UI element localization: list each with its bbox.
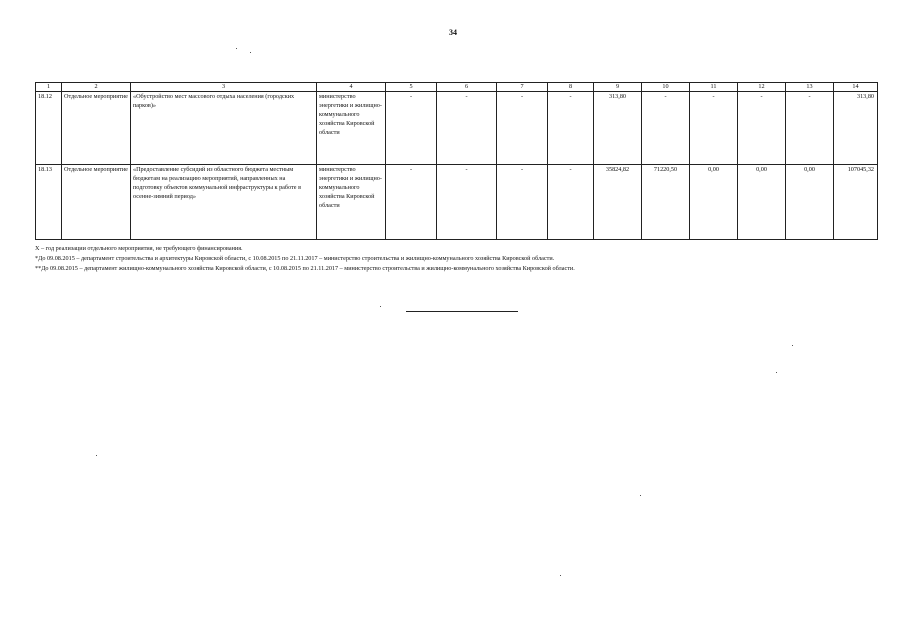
- row-number-cell: 18.12: [36, 92, 62, 165]
- scan-speck: [792, 345, 793, 346]
- measure-name-cell: «Предоставление субсидий из областного бюджета местным бюджетам на реализацию мероприятий, направленных на подготовку объектов коммунальной инфраструктуры к работе в осенне-зимний период»: [131, 165, 317, 240]
- value-cell: -: [642, 92, 690, 165]
- scan-speck: [776, 372, 777, 373]
- value-cell: 35824,82: [594, 165, 642, 240]
- table-row: [36, 165, 878, 240]
- column-header: 12: [738, 83, 786, 92]
- measure-type-cell: Отдельное мероприятие: [62, 92, 131, 165]
- column-header: 5: [386, 83, 437, 92]
- value-cell: -: [437, 165, 497, 240]
- table-row: [36, 92, 878, 165]
- budget-table: [35, 82, 878, 240]
- value-cell: -: [497, 92, 548, 165]
- value-cell: -: [690, 92, 738, 165]
- scan-speck: [380, 306, 381, 307]
- column-header: 4: [317, 83, 386, 92]
- scan-speck: [250, 52, 251, 53]
- value-cell: -: [386, 165, 437, 240]
- scan-speck: [560, 575, 561, 576]
- row-number-cell: 18.13: [36, 165, 62, 240]
- column-header: 3: [131, 83, 317, 92]
- value-cell: -: [386, 92, 437, 165]
- separator-line: [406, 311, 518, 312]
- value-cell: -: [548, 92, 594, 165]
- value-cell: -: [738, 92, 786, 165]
- column-header: 13: [786, 83, 834, 92]
- column-header: 2: [62, 83, 131, 92]
- scan-speck: [640, 495, 641, 496]
- value-cell: 313,80: [594, 92, 642, 165]
- column-header: 1: [36, 83, 62, 92]
- column-header: 8: [548, 83, 594, 92]
- column-header: 9: [594, 83, 642, 92]
- column-header: 6: [437, 83, 497, 92]
- value-cell: -: [548, 165, 594, 240]
- column-header: 11: [690, 83, 738, 92]
- column-header: 14: [834, 83, 878, 92]
- value-cell: -: [497, 165, 548, 240]
- value-cell: 0,00: [738, 165, 786, 240]
- measure-type-cell: Отдельное мероприятие: [62, 165, 131, 240]
- measure-name-cell: «Обустройство мест массового отдыха населения (городских парков)»: [131, 92, 317, 165]
- page-number: 34: [449, 28, 457, 37]
- value-cell: -: [786, 92, 834, 165]
- value-cell: -: [437, 92, 497, 165]
- total-cell: 107045,32: [834, 165, 878, 240]
- executor-cell: министерство энергетики и жилищно-коммунального хозяйства Кировской области: [317, 92, 386, 165]
- footnote: Х – год реализации отдельного мероприятия, не требующего финансирования.: [35, 245, 243, 252]
- footnotes: [35, 244, 575, 274]
- scan-speck: [96, 455, 97, 456]
- column-header: 10: [642, 83, 690, 92]
- footnote: **До 09.08.2015 – департамент жилищно-коммунального хозяйства Кировской области, с 10.08.2015 по 21.11.2017 – министерство строительства и жилищно-коммунального хозяйства Кировской области.: [35, 265, 575, 272]
- value-cell: 0,00: [786, 165, 834, 240]
- scan-speck: [236, 48, 237, 49]
- executor-cell: министерство энергетики и жилищно-коммунального хозяйства Кировской области: [317, 165, 386, 240]
- value-cell: 0,00: [690, 165, 738, 240]
- footnote: *До 09.08.2015 – департамент строительства и архитектуры Кировской области, с 10.08.2015 по 21.11.2017 – министерство строительства и жилищно-коммунального хозяйства Кировской области.: [35, 255, 555, 262]
- table-header-row: [36, 83, 878, 92]
- column-header: 7: [497, 83, 548, 92]
- total-cell: 313,80: [834, 92, 878, 165]
- value-cell: 71220,50: [642, 165, 690, 240]
